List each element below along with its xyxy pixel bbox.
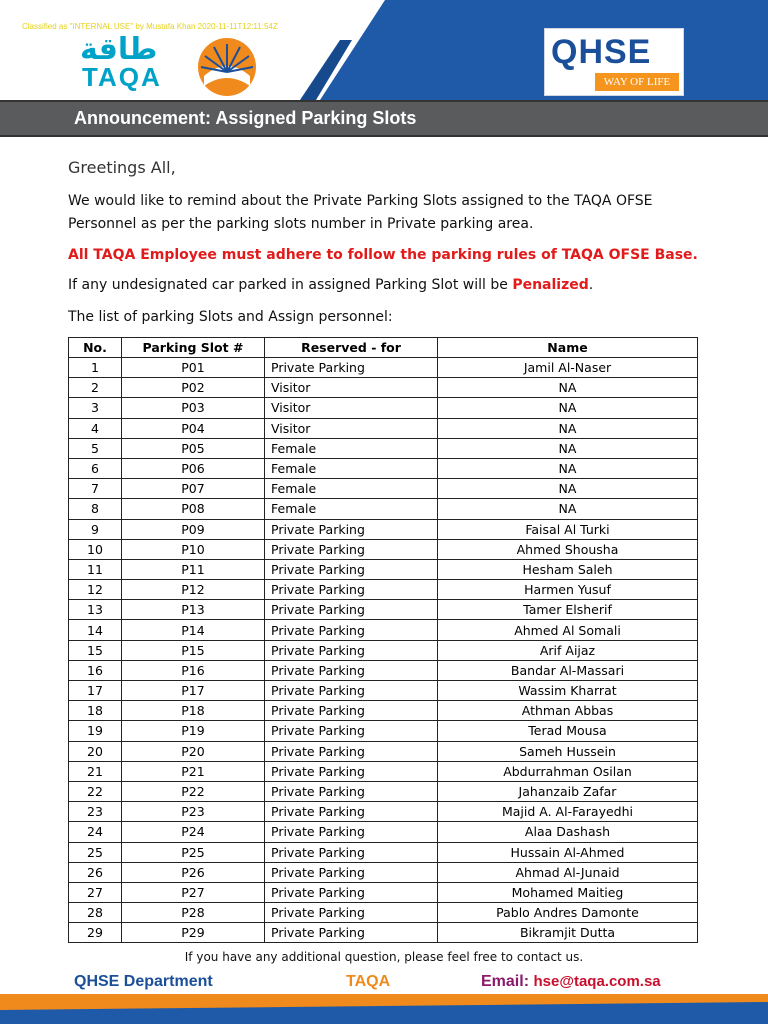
cell-reserved-for: Private Parking — [265, 660, 438, 680]
column-header-parking-slot: Parking Slot # — [122, 338, 265, 358]
cell-parking-slot: P24 — [122, 822, 265, 842]
paragraph-list-intro: The list of parking Slots and Assign personnel: — [68, 309, 393, 325]
cell-name: Hussain Al-Ahmed — [438, 842, 698, 862]
cell-parking-slot: P23 — [122, 802, 265, 822]
cell-parking-slot: P18 — [122, 701, 265, 721]
table-row — [69, 802, 698, 822]
cell-name: Ahmed Al Somali — [438, 620, 698, 640]
paragraph-line: We would like to remind about the Private Parking Slots assigned to the TAQA OFSE — [68, 193, 653, 209]
greeting: Greetings All, — [68, 158, 176, 177]
cell-name: NA — [438, 438, 698, 458]
qhse-tagline: WAY OF LIFE — [595, 73, 679, 91]
cell-reserved-for: Female — [265, 458, 438, 478]
email-label: Email: — [481, 973, 534, 990]
table-row — [69, 862, 698, 882]
cell-name: Athman Abbas — [438, 701, 698, 721]
cell-no: 20 — [69, 741, 122, 761]
cell-name: Bikramjit Dutta — [438, 923, 698, 943]
cell-parking-slot: P20 — [122, 741, 265, 761]
cell-parking-slot: P01 — [122, 358, 265, 378]
cell-parking-slot: P12 — [122, 580, 265, 600]
cell-parking-slot: P05 — [122, 438, 265, 458]
penalized-word: Penalized — [512, 277, 589, 293]
cell-name: Abdurrahman Osilan — [438, 761, 698, 781]
cell-reserved-for: Private Parking — [265, 580, 438, 600]
table-row — [69, 600, 698, 620]
cell-reserved-for: Private Parking — [265, 681, 438, 701]
cell-name: Harmen Yusuf — [438, 580, 698, 600]
cell-reserved-for: Visitor — [265, 378, 438, 398]
parking-slots-table — [68, 337, 698, 943]
cell-reserved-for: Private Parking — [265, 882, 438, 902]
cell-name: Jamil Al-Naser — [438, 358, 698, 378]
table-row — [69, 781, 698, 801]
cell-no: 13 — [69, 600, 122, 620]
cell-no: 14 — [69, 620, 122, 640]
cell-reserved-for: Female — [265, 479, 438, 499]
cell-name: Ahmed Shousha — [438, 539, 698, 559]
cell-parking-slot: P13 — [122, 600, 265, 620]
cell-reserved-for: Private Parking — [265, 741, 438, 761]
table-row — [69, 681, 698, 701]
cell-no: 24 — [69, 822, 122, 842]
cell-parking-slot: P27 — [122, 882, 265, 902]
table-row — [69, 458, 698, 478]
cell-reserved-for: Private Parking — [265, 862, 438, 882]
table-row — [69, 660, 698, 680]
cell-reserved-for: Private Parking — [265, 923, 438, 943]
cell-parking-slot: P19 — [122, 721, 265, 741]
paragraph-reminder — [68, 190, 653, 236]
taqa-sun-logo-icon — [196, 36, 258, 98]
title-bar — [0, 100, 768, 137]
cell-no: 8 — [69, 499, 122, 519]
cell-reserved-for: Visitor — [265, 398, 438, 418]
cell-name: NA — [438, 499, 698, 519]
cell-name: Pablo Andres Damonte — [438, 903, 698, 923]
cell-name: NA — [438, 398, 698, 418]
cell-no: 26 — [69, 862, 122, 882]
footer-contact-note: If you have any additional question, please feel free to contact us. — [184, 950, 584, 964]
footer-background — [0, 994, 768, 1024]
cell-no: 16 — [69, 660, 122, 680]
cell-name: Jahanzaib Zafar — [438, 781, 698, 801]
cell-reserved-for: Private Parking — [265, 761, 438, 781]
cell-reserved-for: Private Parking — [265, 539, 438, 559]
cell-reserved-for: Private Parking — [265, 600, 438, 620]
cell-name: Majid A. Al-Farayedhi — [438, 802, 698, 822]
column-header-name: Name — [438, 338, 698, 358]
cell-no: 17 — [69, 681, 122, 701]
table-row — [69, 539, 698, 559]
table-row — [69, 418, 698, 438]
cell-reserved-for: Private Parking — [265, 640, 438, 660]
cell-parking-slot: P17 — [122, 681, 265, 701]
cell-name: Bandar Al-Massari — [438, 660, 698, 680]
cell-name: Alaa Dashash — [438, 822, 698, 842]
cell-name: Sameh Hussein — [438, 741, 698, 761]
cell-reserved-for: Private Parking — [265, 842, 438, 862]
paragraph-rule-alert: All TAQA Employee must adhere to follow the parking rules of TAQA OFSE Base. — [68, 247, 698, 263]
table-row — [69, 378, 698, 398]
column-header-no: No. — [69, 338, 122, 358]
cell-no: 22 — [69, 781, 122, 801]
cell-name: NA — [438, 479, 698, 499]
cell-parking-slot: P29 — [122, 923, 265, 943]
cell-no: 3 — [69, 398, 122, 418]
cell-parking-slot: P04 — [122, 418, 265, 438]
cell-no: 12 — [69, 580, 122, 600]
cell-parking-slot: P22 — [122, 781, 265, 801]
table-header-row — [69, 338, 698, 358]
cell-no: 11 — [69, 559, 122, 579]
cell-reserved-for: Private Parking — [265, 519, 438, 539]
page-title: Announcement: Assigned Parking Slots — [74, 108, 417, 128]
cell-no: 19 — [69, 721, 122, 741]
cell-no: 7 — [69, 479, 122, 499]
table-row — [69, 398, 698, 418]
cell-parking-slot: P11 — [122, 559, 265, 579]
cell-reserved-for: Visitor — [265, 418, 438, 438]
cell-no: 18 — [69, 701, 122, 721]
table-row — [69, 701, 698, 721]
table-row — [69, 559, 698, 579]
cell-reserved-for: Female — [265, 438, 438, 458]
cell-no: 27 — [69, 882, 122, 902]
cell-reserved-for: Private Parking — [265, 903, 438, 923]
cell-name: NA — [438, 418, 698, 438]
cell-reserved-for: Private Parking — [265, 620, 438, 640]
cell-parking-slot: P06 — [122, 458, 265, 478]
cell-no: 29 — [69, 923, 122, 943]
cell-name: Wassim Kharrat — [438, 681, 698, 701]
classification-label: Classified as "INTERNAL USE" by Mustafa Khan 2020-11-11T12:11:54Z — [22, 22, 278, 31]
cell-no: 21 — [69, 761, 122, 781]
table-row — [69, 741, 698, 761]
penalty-period: . — [588, 277, 594, 293]
table-row — [69, 499, 698, 519]
cell-no: 5 — [69, 438, 122, 458]
column-header-reserved-for: Reserved - for — [265, 338, 438, 358]
qhse-logo-text: QHSE — [551, 33, 652, 71]
cell-name: Terad Mousa — [438, 721, 698, 741]
cell-name: NA — [438, 378, 698, 398]
cell-no: 23 — [69, 802, 122, 822]
taqa-arabic-logo-text: طاقة — [80, 32, 158, 67]
cell-no: 9 — [69, 519, 122, 539]
cell-reserved-for: Private Parking — [265, 721, 438, 741]
table-row — [69, 882, 698, 902]
cell-no: 28 — [69, 903, 122, 923]
cell-reserved-for: Female — [265, 499, 438, 519]
footer-company: TAQA — [346, 973, 391, 990]
table-row — [69, 761, 698, 781]
cell-name: Hesham Saleh — [438, 559, 698, 579]
footer-department: QHSE Department — [74, 973, 213, 990]
table-row — [69, 620, 698, 640]
table-body — [69, 358, 698, 943]
cell-reserved-for: Private Parking — [265, 802, 438, 822]
table-row — [69, 479, 698, 499]
cell-name: Tamer Elsherif — [438, 600, 698, 620]
table-row — [69, 519, 698, 539]
footer-email — [481, 973, 661, 991]
cell-parking-slot: P28 — [122, 903, 265, 923]
cell-reserved-for: Private Parking — [265, 559, 438, 579]
table-row — [69, 923, 698, 943]
cell-parking-slot: P09 — [122, 519, 265, 539]
cell-no: 15 — [69, 640, 122, 660]
cell-name: Ahmad Al-Junaid — [438, 862, 698, 882]
cell-name: NA — [438, 458, 698, 478]
cell-reserved-for: Private Parking — [265, 701, 438, 721]
cell-name: Faisal Al Turki — [438, 519, 698, 539]
table-row — [69, 438, 698, 458]
table-row — [69, 822, 698, 842]
table-row — [69, 842, 698, 862]
cell-no: 2 — [69, 378, 122, 398]
cell-no: 10 — [69, 539, 122, 559]
cell-parking-slot: P02 — [122, 378, 265, 398]
cell-parking-slot: P07 — [122, 479, 265, 499]
table-row — [69, 640, 698, 660]
cell-parking-slot: P10 — [122, 539, 265, 559]
cell-parking-slot: P03 — [122, 398, 265, 418]
cell-parking-slot: P21 — [122, 761, 265, 781]
cell-reserved-for: Private Parking — [265, 358, 438, 378]
cell-parking-slot: P14 — [122, 620, 265, 640]
table-row — [69, 580, 698, 600]
cell-parking-slot: P15 — [122, 640, 265, 660]
cell-reserved-for: Private Parking — [265, 781, 438, 801]
cell-name: Arif Aijaz — [438, 640, 698, 660]
cell-parking-slot: P08 — [122, 499, 265, 519]
cell-name: Mohamed Maitieg — [438, 882, 698, 902]
cell-reserved-for: Private Parking — [265, 822, 438, 842]
cell-parking-slot: P26 — [122, 862, 265, 882]
paragraph-line: Personnel as per the parking slots number in Private parking area. — [68, 216, 534, 232]
cell-no: 1 — [69, 358, 122, 378]
table-row — [69, 903, 698, 923]
table-row — [69, 358, 698, 378]
paragraph-penalty — [68, 274, 593, 297]
email-address[interactable]: hse@taqa.com.sa — [533, 973, 661, 990]
cell-parking-slot: P25 — [122, 842, 265, 862]
cell-parking-slot: P16 — [122, 660, 265, 680]
cell-no: 25 — [69, 842, 122, 862]
table-row — [69, 721, 698, 741]
penalty-text: If any undesignated car parked in assigned Parking Slot will be — [68, 277, 513, 293]
cell-no: 6 — [69, 458, 122, 478]
qhse-logo — [544, 28, 684, 96]
taqa-logo-text: TAQA — [82, 62, 162, 92]
cell-no: 4 — [69, 418, 122, 438]
